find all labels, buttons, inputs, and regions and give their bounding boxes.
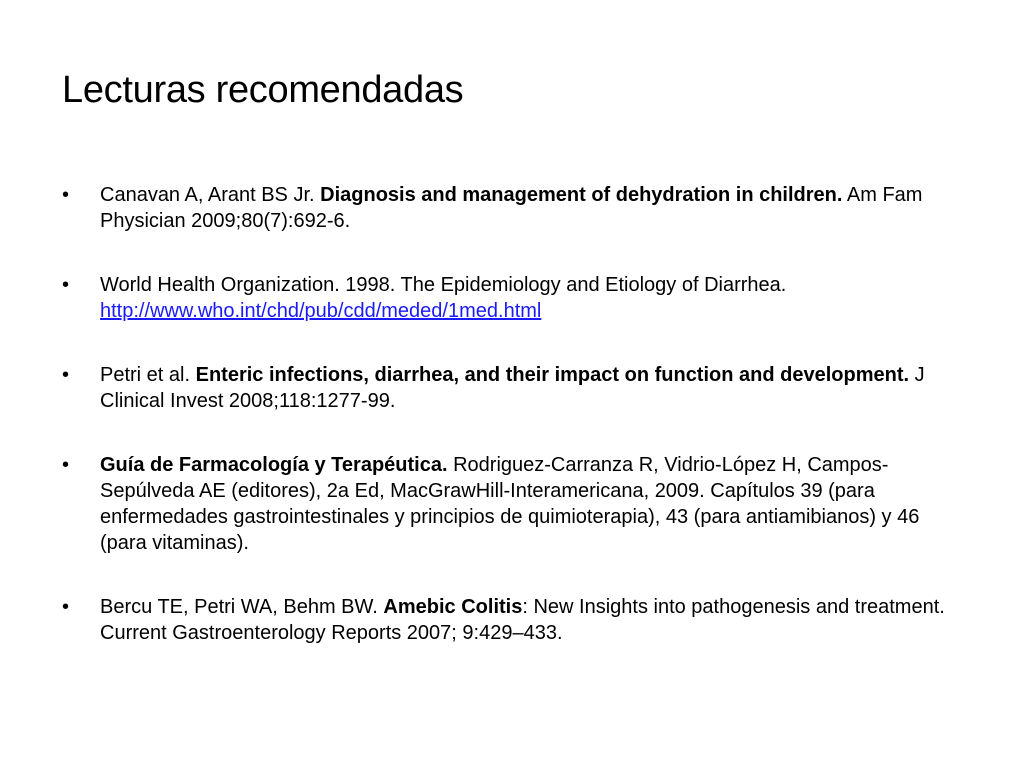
bullet-icon: • <box>62 364 70 386</box>
reference-title: Amebic Colitis <box>383 596 523 618</box>
reference-title: Diagnosis and management of dehydration in children. <box>320 184 843 206</box>
reference-title: Guía de Farmacología y Terapéutica. <box>100 454 448 476</box>
reference-item-4 <box>62 452 962 556</box>
reference-authors: Bercu TE, Petri WA, Behm BW. <box>100 596 384 618</box>
who-reference-link[interactable]: http://www.who.int/chd/pub/cdd/meded/1med.html <box>100 300 542 322</box>
slide-title: Lecturas recomendadas <box>62 69 464 111</box>
bullet-icon: • <box>62 184 70 206</box>
reference-text: World Health Organization. 1998. The Epidemiology and Etiology of Diarrhea. <box>100 274 787 296</box>
bullet-icon: • <box>62 454 70 476</box>
reference-source: J Clinical Invest 2008;118:1277-99. <box>100 364 925 412</box>
bullet-icon: • <box>62 274 70 296</box>
reference-authors: Petri et al. <box>100 364 196 386</box>
reference-item-2 <box>62 272 962 324</box>
reference-item-5 <box>62 594 962 646</box>
reference-item-3 <box>62 362 962 414</box>
reference-title: Enteric infections, diarrhea, and their impact on function and development. <box>195 364 910 386</box>
reference-authors: Canavan A, Arant BS Jr. <box>100 184 321 206</box>
reference-list <box>62 182 962 684</box>
reference-source: : New Insights into pathogenesis and treatment. Current Gastroenterology Reports 2007; 9:429–433. <box>100 596 945 644</box>
bullet-icon: • <box>62 596 70 618</box>
reference-item-1 <box>62 182 962 234</box>
reference-source: Rodriguez-Carranza R, Vidrio-López H, Campos-Sepúlveda AE (editores), 2a Ed, MacGrawHill-Interamericana, 2009. Capítulos 39 (para enfermedades gastrointestinales y principios de quimioterapia), 43 (para antiamibianos) y 46 (para vitaminas). <box>100 454 920 554</box>
reference-source: Am Fam Physician 2009;80(7):692-6. <box>100 184 923 232</box>
